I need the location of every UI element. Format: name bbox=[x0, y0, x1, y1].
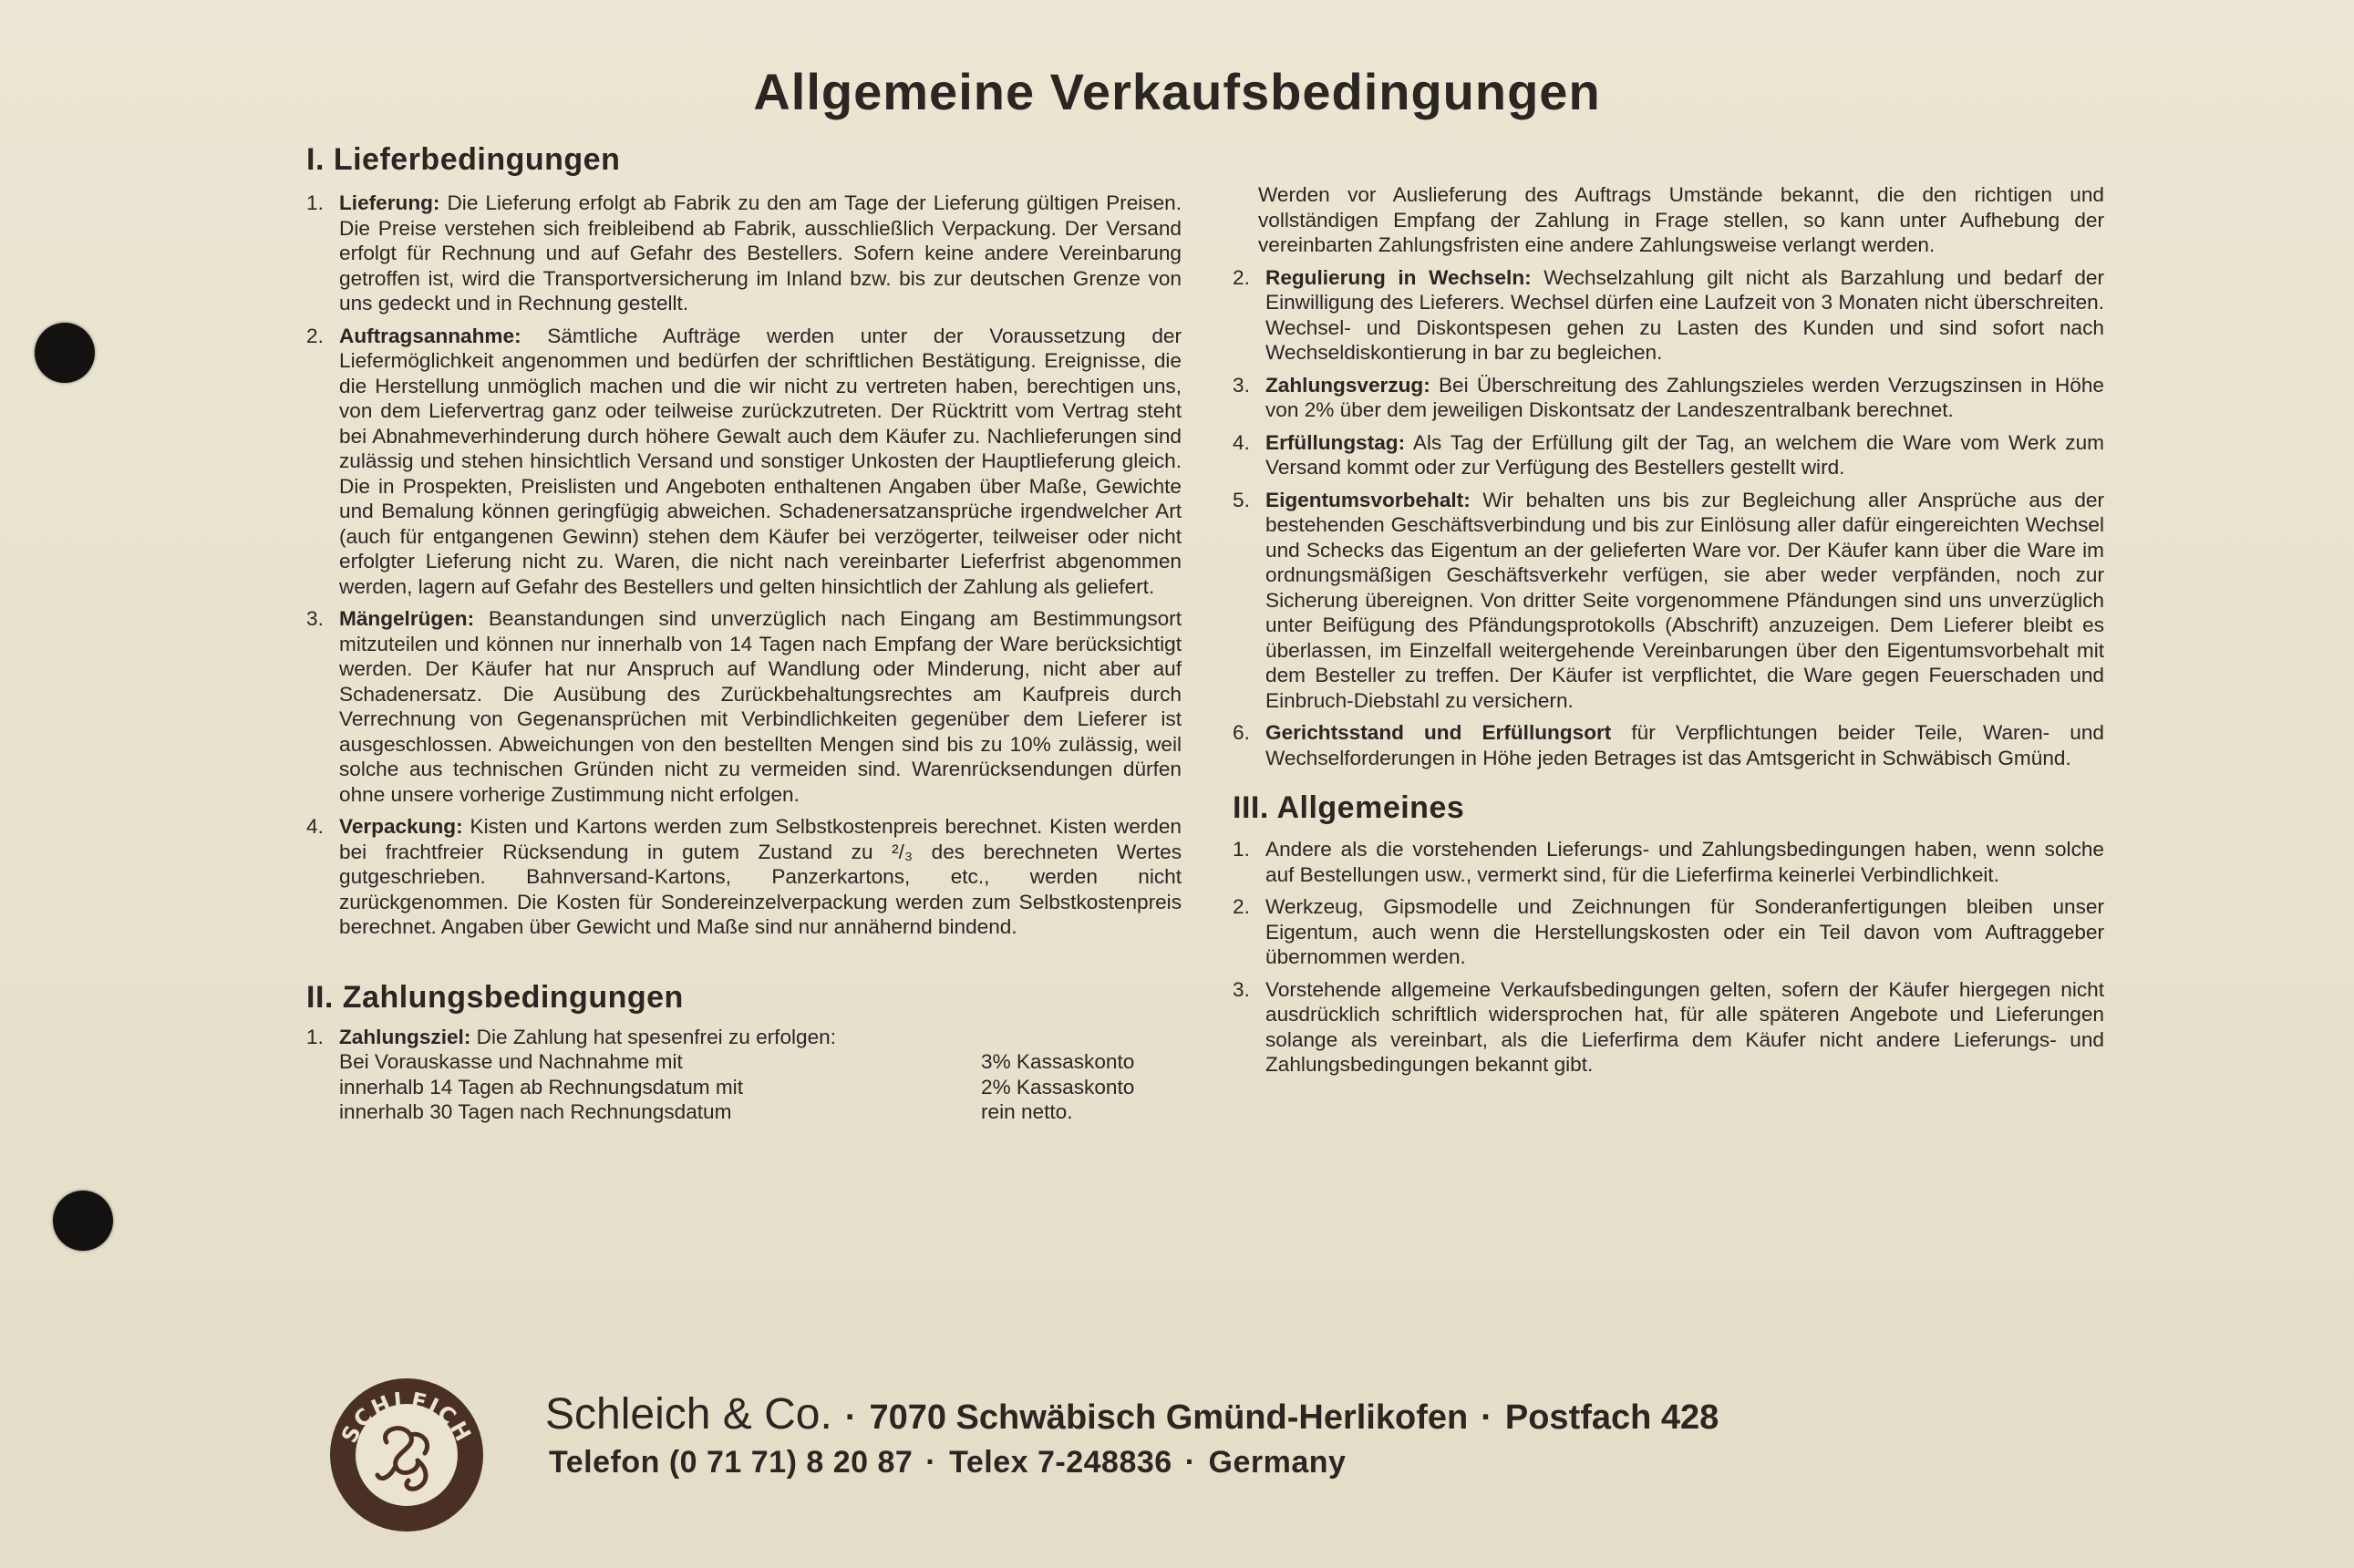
item-lead: Erfüllungstag: bbox=[1265, 430, 1406, 454]
schleich-logo bbox=[326, 1375, 487, 1535]
item-number: 1. bbox=[306, 191, 324, 214]
list-item bbox=[1233, 430, 2104, 480]
item-number: 1. bbox=[1233, 838, 1250, 861]
list-item bbox=[1233, 265, 2104, 366]
company-postfach: Postfach 428 bbox=[1504, 1398, 1719, 1437]
item-text: Wir behalten uns bis zur Begleichung aller Ansprüche aus der bestehenden Geschäftsverbindung und bis zur Einlösung aller dafür eingereichten Wechsel und Schecks das Eigentum an der gelieferten Ware vor. Der Käufer kann über die Ware im ordnungsmäßigen Geschäftsverkehr verfügen, sie aber weder verpfänden, noch zur Sicherung übereignen. Von dritter Seite vorgenommene Pfändungen sind uns unverzüglich unter Beifügung des Pfändungsprotokolls (Abschrift) anzuzeigen. Dem Lieferer bleibt es überlassen, im Einzelfall weitergehende Vereinbarungen über den Eigentumsvorbehalt mit dem Besteller zu treffen. Der Käufer ist verpflichtet, die Ware gegen Feuerschaden und Einbruch-Diebstahl zu versichern. bbox=[1265, 488, 2104, 712]
payment-term-discount: 3% Kassaskonto bbox=[981, 1050, 1135, 1073]
item-lead: Mängelrügen: bbox=[339, 607, 475, 630]
item-text: Wechselzahlung gilt nicht als Barzahlung und bedarf der Einwilligung des Lieferers. Wechsel dürfen eine Laufzeit von 3 Monaten nicht überschreiten. Wechsel- und Diskontspesen gehen zu Lasten des Kunden und sind sofort nach Wechseldiskontierung in bar zu begleichen. bbox=[1265, 265, 2104, 364]
item-text: Kisten und Kartons werden zum Selbstkostenpreis berechnet. Kisten werden bei frachtfreier Rücksendung in gutem Zustand zu ²/₃ des berechneten Wertes gutgeschrieben. Bahnversand-Kartons, Panzerkartons, etc., werden nicht zurückgenommen. Die Kosten für Sondereinzelverpackung werden zum Selbstkostenpreis berechnet. Angaben über Gewicht und Maße sind nur annähernd bindend. bbox=[339, 815, 1182, 938]
item-text: für Verpflichtungen beider Teile, Waren- und Wechselforderungen in Höhe jeden Betrages ist das Amtsgericht in Schwäbisch Gmünd. bbox=[1265, 721, 2104, 769]
item-text: Die Zahlung hat spesenfrei zu erfolgen: bbox=[470, 1025, 837, 1048]
item-number: 3. bbox=[306, 607, 324, 630]
payment-term-discount: rein netto. bbox=[981, 1100, 1073, 1123]
separator: · bbox=[1481, 1398, 1492, 1437]
item-text: Andere als die vorstehenden Lieferungs- und Zahlungsbedingungen haben, wenn solche auf Bestellungen usw., vermerkt sind, für die Lieferfirma keinerlei Verbindlichkeit. bbox=[1265, 838, 2104, 886]
list-item bbox=[306, 606, 1182, 807]
punch-hole-bottom bbox=[53, 1191, 113, 1251]
payment-term-condition: innerhalb 30 Tagen nach Rechnungsdatum bbox=[339, 1100, 732, 1123]
zahlungsbedingungen-list bbox=[1233, 265, 2104, 771]
payment-term-row bbox=[339, 1099, 1182, 1125]
item-number: 6. bbox=[1233, 721, 1250, 744]
company-name: Schleich & Co. bbox=[545, 1390, 832, 1439]
list-item bbox=[306, 1025, 1182, 1125]
payment-term-row bbox=[339, 1075, 1182, 1100]
list-item bbox=[306, 191, 1182, 316]
zahlungsziel-continuation: Werden vor Auslieferung des Auftrags Umstände bekannt, die den richtigen und vollständigen Empfang der Zahlung in Frage stellen, so kann unter Aufhebung der vereinbarten Zahlungsfristen eine andere Zahlungsweise verlangt werden. bbox=[1258, 183, 2104, 256]
item-number: 2. bbox=[1233, 895, 1250, 918]
payment-term-condition: Bei Vorauskasse und Nachnahme mit bbox=[339, 1050, 683, 1073]
section-heading-zahlungsbedingungen: II. Zahlungsbedingungen bbox=[306, 979, 684, 1015]
item-number: 4. bbox=[1233, 430, 1250, 454]
item-text: Beanstandungen sind unverzüglich nach Eingang am Bestimmungsort mitzuteilen und können nur innerhalb von 14 Tagen nach Empfang der Ware berücksichtigt werden. Der Käufer hat nur Anspruch auf Wandlung oder Minderung, nicht aber auf Schadenersatz. Die Ausübung des Zurückbehaltungsrechtes am Kaufpreis durch Verrechnung von Gegenansprüchen mit Verbindlichkeiten gegenüber dem Lieferer ist ausgeschlossen. Abweichungen von den bestellten Mengen sind bis zu 10% zulässig, weil solche aus technischen Gründen nicht zu vermeiden sind. Warenrücksendungen dürfen ohne unsere vorherige Zustimmung nicht erfolgen. bbox=[339, 607, 1182, 806]
item-text: Vorstehende allgemeine Verkaufsbedingungen gelten, sofern der Käufer hiergegen nicht ausdrücklich schriftlich widersprochen hat, für alle späteren Angebote und Lieferungen solange als vereinbart, als die Lieferfirma dem Käufer nicht andere Lieferungs- und Zahlungsbedingungen bekannt gibt. bbox=[1265, 977, 2104, 1076]
schleich-logo-icon bbox=[326, 1375, 487, 1535]
list-item bbox=[306, 324, 1182, 600]
item-text: Die Lieferung erfolgt ab Fabrik zu den am Tage der Lieferung gültigen Preisen. Die Preise verstehen sich freibleibend ab Fabrik, ausschließlich Verpackung. Der Versand erfolgt für Rechnung und auf Gefahr des Bestellers. Sofern keine andere Vereinbarung getroffen ist, wird die Transportversicherung im Inland bzw. bis zur deutschen Grenze von uns gedeckt und in Rechnung gestellt. bbox=[339, 191, 1182, 315]
item-number: 2. bbox=[306, 324, 324, 347]
company-address: 7070 Schwäbisch Gmünd-Herlikofen bbox=[869, 1398, 1469, 1437]
payment-term-row bbox=[339, 1049, 1182, 1075]
section-heading-lieferbedingungen: I. Lieferbedingungen bbox=[306, 142, 621, 177]
list-item bbox=[1233, 488, 2104, 714]
item-lead: Zahlungsverzug: bbox=[1265, 373, 1430, 397]
section-heading-allgemeines: III. Allgemeines bbox=[1233, 790, 1465, 825]
allgemeines-list bbox=[1233, 837, 2104, 1078]
payment-term-condition: innerhalb 14 Tagen ab Rechnungsdatum mit bbox=[339, 1075, 743, 1099]
item-lead: Zahlungsziel: bbox=[339, 1025, 471, 1048]
separator: · bbox=[1184, 1445, 1196, 1480]
item-text: Werkzeug, Gipsmodelle und Zeichnungen für Sonderanfertigungen bleiben unser Eigentum, auch wenn die Herstellungskosten oder ein Teil davon vom Auftraggeber übernommen werden. bbox=[1265, 895, 2104, 968]
item-lead: Verpackung: bbox=[339, 815, 463, 838]
item-number: 1. bbox=[306, 1025, 324, 1048]
footer-address-line bbox=[545, 1389, 1719, 1439]
company-country: Germany bbox=[1208, 1445, 1347, 1480]
separator: · bbox=[844, 1398, 857, 1437]
page-title: Allgemeine Verkaufsbedingungen bbox=[753, 63, 1601, 120]
item-lead: Auftragsannahme: bbox=[339, 324, 521, 347]
item-text: Als Tag der Erfüllung gilt der Tag, an welchem die Ware vom Werk zum Versand kommt oder zur Verfügung des Bestellers gestellt wird. bbox=[1265, 430, 2104, 479]
item-number: 4. bbox=[306, 815, 324, 838]
item-number: 2. bbox=[1233, 265, 1250, 289]
list-item bbox=[306, 814, 1182, 940]
item-number: 3. bbox=[1233, 977, 1250, 1001]
right-column bbox=[1233, 182, 2104, 1078]
item-lead: Eigentumsvorbehalt: bbox=[1265, 488, 1471, 511]
list-item bbox=[1233, 373, 2104, 423]
item-number: 3. bbox=[1233, 373, 1250, 397]
footer-contact-line bbox=[549, 1445, 1346, 1480]
payment-term-discount: 2% Kassaskonto bbox=[981, 1075, 1135, 1099]
item-lead: Gerichtsstand und Erfüllungsort bbox=[1265, 721, 1612, 744]
separator: · bbox=[925, 1445, 937, 1480]
list-item bbox=[1233, 894, 2104, 970]
item-text: Sämtliche Aufträge werden unter der Voraussetzung der Liefermöglichkeit angenommen und bedürfen der schriftlichen Bestätigung. Ereignisse, die die Herstellung unmöglich machen und die wir nicht zu vertreten haben, berechtigen uns, von dem Liefervertrag ganz oder teilweise zurückzutreten. Der Rücktritt vom Vertrag steht bei Abnahmeverhinderung durch höhere Gewalt auch dem Käufer zu. Nachlieferungen sind zulässig und stehen hinsichtlich Versand und sonstiger Unkosten der Hauptlieferung gleich. Die in Prospekten, Preislisten und Angeboten enthaltenen Angaben über Maße, Gewichte und Bemalung können geringfügig abweichen. Schadenersatzansprüche irgendwelcher Art (auch für entgangenen Gewinn) stehen dem Käufer bei verzögerter, teilweiser oder nicht erfolgter Lieferung nicht zu. Waren, die nicht nach vereinbarter Lieferfrist abgenommen werden, lagern auf Gefahr des Bestellers und gelten hinsichtlich der Zahlung als geliefert. bbox=[339, 324, 1182, 598]
item-lead: Lieferung: bbox=[339, 191, 440, 214]
logo-text: SCHLEICH bbox=[336, 1387, 478, 1448]
company-telefon: Telefon (0 71 71) 8 20 87 bbox=[549, 1445, 914, 1480]
item-text: Bei Überschreitung des Zahlungszieles werden Verzugszinsen in Höhe von 2% über dem jeweiligen Diskontsatz der Landeszentralbank berechnet. bbox=[1265, 373, 2104, 421]
item-lead: Regulierung in Wechseln: bbox=[1265, 265, 1532, 289]
list-item bbox=[1233, 977, 2104, 1078]
list-item bbox=[1233, 837, 2104, 887]
list-item bbox=[1233, 720, 2104, 770]
lieferbedingungen-list bbox=[306, 191, 1182, 940]
left-column bbox=[306, 142, 1182, 1125]
item-number: 5. bbox=[1233, 488, 1250, 511]
company-telex: Telex 7-248836 bbox=[949, 1445, 1172, 1480]
punch-hole-top bbox=[35, 323, 95, 383]
